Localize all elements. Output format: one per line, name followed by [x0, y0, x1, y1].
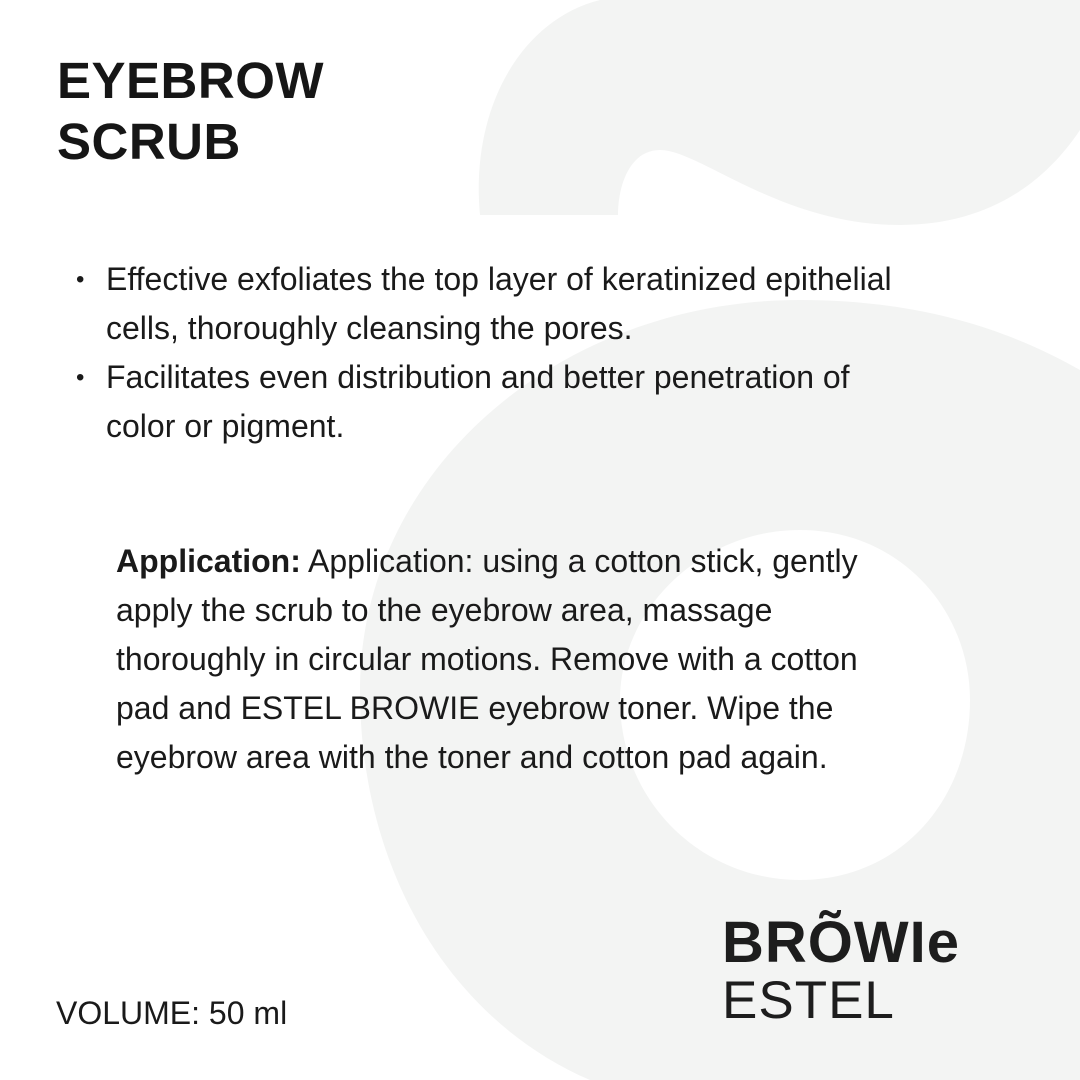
application-paragraph	[116, 537, 861, 782]
application-text: Application: using a cotton stick, gently apply the scrub to the eyebrow area, massage thoroughly in circular motions. Remove with a cotton pad and ESTEL BROWIE eyebrow toner. Wipe the eyebrow area with the toner and cotton pad again.	[116, 543, 858, 775]
bullet-icon: •	[76, 364, 85, 391]
title-line-1: EYEBROW	[57, 52, 325, 109]
list-item	[76, 255, 896, 353]
volume-label: VOLUME: 50 ml	[56, 995, 288, 1031]
benefits-list	[76, 255, 896, 451]
product-title	[57, 50, 324, 172]
title-line-2: SCRUB	[57, 113, 241, 170]
benefit-text: Facilitates even distribution and better penetration of color or pigment.	[106, 359, 850, 444]
bullet-icon: •	[76, 266, 85, 293]
list-item	[76, 353, 896, 451]
brand-logo-browie: BRÕWIe	[722, 910, 960, 975]
brand-logo-estel: ESTEL	[722, 971, 895, 1030]
benefit-text: Effective exfoliates the top layer of keratinized epithelial cells, thoroughly cleansing the pores.	[106, 261, 892, 346]
application-label: Application:	[116, 543, 301, 579]
brand-logo	[722, 912, 960, 1028]
